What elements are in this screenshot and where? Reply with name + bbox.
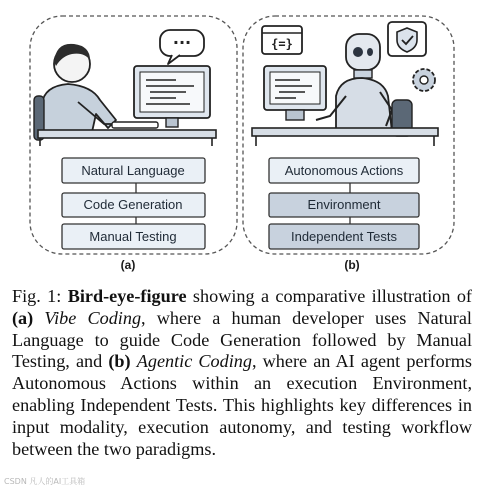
figure-caption bbox=[12, 286, 472, 460]
caption-a-mark: (a) bbox=[12, 307, 34, 328]
caption-text-2: , where a human developer uses Natural Language to guide Code Generation followed by Manual Testing, and bbox=[12, 307, 472, 372]
agent-desk bbox=[252, 128, 438, 136]
caption-prefix: Fig. 1: bbox=[12, 286, 68, 306]
manual-testing-label: Manual Testing bbox=[89, 229, 177, 244]
shield-check-icon bbox=[388, 22, 426, 56]
independent-tests-label: Independent Tests bbox=[290, 229, 398, 244]
developer-illustration bbox=[34, 30, 216, 146]
code-generation-label: Code Generation bbox=[83, 197, 183, 212]
desk bbox=[38, 130, 216, 138]
ai-agent-illustration bbox=[252, 22, 438, 146]
natural-language-label: Natural Language bbox=[81, 163, 185, 178]
laptop-icon bbox=[264, 66, 326, 120]
caption-b-mark: (b) bbox=[108, 351, 131, 372]
panel-a-label: (a) bbox=[120, 258, 136, 272]
environment-label: Environment bbox=[307, 197, 381, 212]
gear-icon bbox=[413, 69, 435, 91]
panel-b-label: (b) bbox=[344, 258, 360, 272]
caption-text-1: showing a comparative illustration of bbox=[186, 286, 472, 306]
watermark: CSDN 凡人的AI工具箱 bbox=[4, 477, 86, 486]
caption-text-3: , where an AI agent performs Autonomous Actions within an execution Environment, enabling Independent Tests. This highlights key differences in input modality, execution autonomy, and testing workflow between the two paradigms. bbox=[12, 351, 473, 459]
monitor-icon bbox=[134, 66, 210, 127]
caption-agentic-coding: Agentic Coding bbox=[136, 351, 252, 372]
autonomous-actions-label: Autonomous Actions bbox=[284, 163, 404, 178]
caption-title: Bird-eye-figure bbox=[67, 286, 187, 306]
code-brackets-text: {=} bbox=[271, 37, 293, 51]
panel-b-boxes bbox=[269, 158, 419, 249]
speech-bubble-dots: ··· bbox=[172, 33, 192, 52]
caption-vibe-coding: Vibe Coding bbox=[44, 307, 142, 328]
panel-a-boxes bbox=[62, 158, 205, 249]
